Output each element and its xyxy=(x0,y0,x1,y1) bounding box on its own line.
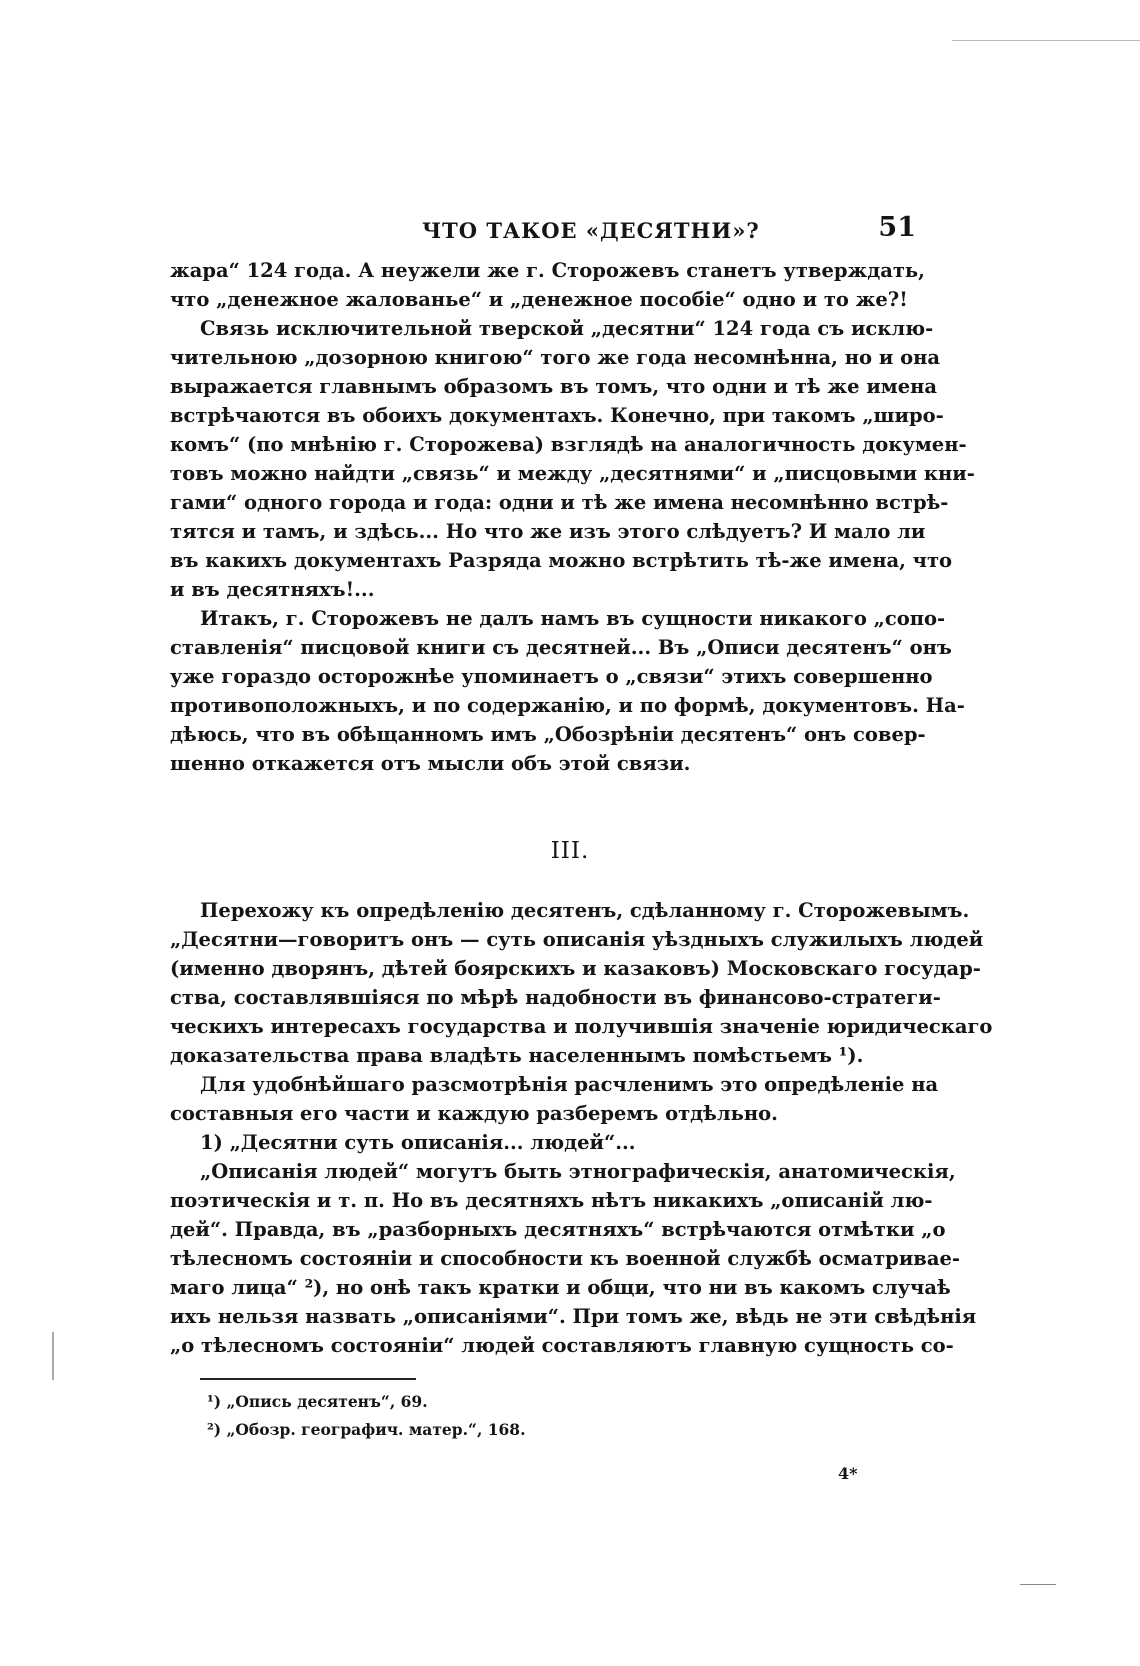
text-line: ческихъ интересахъ государства и получившія значеніе юридическаго xyxy=(170,1015,993,1038)
text-line: маго лица“ ²), но онѣ такъ кратки и общи, что ни въ какомъ случаѣ xyxy=(170,1276,951,1299)
text-line: „о тѣлесномъ состояніи“ людей составляютъ главную сущность со- xyxy=(170,1334,954,1357)
running-title: ЧТО ТАКОЕ «ДЕСЯТНИ»? xyxy=(422,218,760,243)
text-line: „Описанія людей“ могутъ быть этнографическія, анатомическія, xyxy=(200,1160,956,1183)
text-line: доказательства права владѣть населеннымъ помѣстьемъ ¹). xyxy=(170,1044,864,1067)
text-line: чительною „дозорною книгою“ того же года несомнѣнна, но и она xyxy=(170,346,940,369)
text-line: Перехожу къ опредѣленію десятенъ, сдѣланному г. Сторожевымъ. xyxy=(200,899,970,922)
text-line: выражается главнымъ образомъ въ томъ, что одни и тѣ же имена xyxy=(170,375,938,398)
text-line: дей“. Правда, въ „разборныхъ десятняхъ“ встрѣчаются отмѣтки „о xyxy=(170,1218,946,1241)
text-line: жара“ 124 года. А неужели же г. Сторожевъ станетъ утверждать, xyxy=(170,259,925,282)
text-line: въ какихъ документахъ Разряда можно встрѣтить тѣ-же имена, что xyxy=(170,549,953,572)
section-title: III. xyxy=(550,838,590,864)
text-line: дѣюсь, что въ обѣщанномъ имъ „Обозрѣніи десятенъ“ онъ совер- xyxy=(170,723,926,746)
text-line: 1) „Десятни суть описанія... людей“... xyxy=(200,1131,636,1154)
text-line: „Десятни—говоритъ онъ — суть описанія уѣздныхъ служилыхъ людей xyxy=(170,928,984,951)
text-line: Для удобнѣйшаго разсмотрѣнія расчленимъ это опредѣленіе на xyxy=(200,1073,939,1096)
scan-edge-mark-left xyxy=(52,1332,54,1380)
scan-edge-line-top xyxy=(952,40,1140,41)
text-line: шенно откажется отъ мысли объ этой связи. xyxy=(170,752,691,775)
text-line: (именно дворянъ, дѣтей боярскихъ и казаковъ) Московскаго государ- xyxy=(170,957,981,980)
text-line: Связь исключительной тверской „десятни“ 124 года съ исклю- xyxy=(200,317,934,340)
text-line: тѣлесномъ состояніи и способности къ военной службѣ осматривае- xyxy=(170,1247,960,1270)
text-line: комъ“ (по мнѣнію г. Сторожева) взглядѣ на аналогичность докумен- xyxy=(170,433,967,456)
text-line: и въ десятняхъ!... xyxy=(170,578,375,601)
signature-mark: 4* xyxy=(838,1464,858,1483)
footnote: ¹) „Опись десятенъ“, 69. xyxy=(207,1392,428,1411)
text-line: что „денежное жалованье“ и „денежное пособіе“ одно и то же?! xyxy=(170,288,908,311)
scan-edge-line-bottom xyxy=(1020,1584,1056,1585)
text-line: встрѣчаются въ обоихъ документахъ. Конечно, при такомъ „широ- xyxy=(170,404,944,427)
text-line: поэтическія и т. п. Но въ десятняхъ нѣтъ никакихъ „описаній лю- xyxy=(170,1189,933,1212)
text-line: ставленія“ писцовой книги съ десятней... Въ „Описи десятенъ“ онъ xyxy=(170,636,952,659)
page-number: 51 xyxy=(878,212,916,243)
text-line: уже гораздо осторожнѣе упоминаетъ о „связи“ этихъ совершенно xyxy=(170,665,933,688)
text-line: ихъ нельзя назвать „описаніями“. При томъ же, вѣдь не эти свѣдѣнія xyxy=(170,1305,977,1328)
page-header xyxy=(166,212,916,252)
text-line: ства, составлявшіяся по мѣрѣ надобности въ финансово-стратеги- xyxy=(170,986,941,1009)
footnote: ²) „Обозр. географич. матер.“, 168. xyxy=(207,1420,526,1439)
text-line: Итакъ, г. Сторожевъ не далъ намъ въ сущности никакого „сопо- xyxy=(200,607,946,630)
text-line: составныя его части и каждую разберемъ отдѣльно. xyxy=(170,1102,778,1125)
text-line: противоположныхъ, и по содержанію, и по формѣ, документовъ. На- xyxy=(170,694,965,717)
footnote-rule xyxy=(200,1378,416,1380)
text-line: товъ можно найдти „связь“ и между „десятнями“ и „писцовыми кни- xyxy=(170,462,975,485)
text-line: тятся и тамъ, и здѣсь... Но что же изъ этого слѣдуетъ? И мало ли xyxy=(170,520,926,543)
text-line: гами“ одного города и года: одни и тѣ же имена несомнѣнно встрѣ- xyxy=(170,491,949,514)
